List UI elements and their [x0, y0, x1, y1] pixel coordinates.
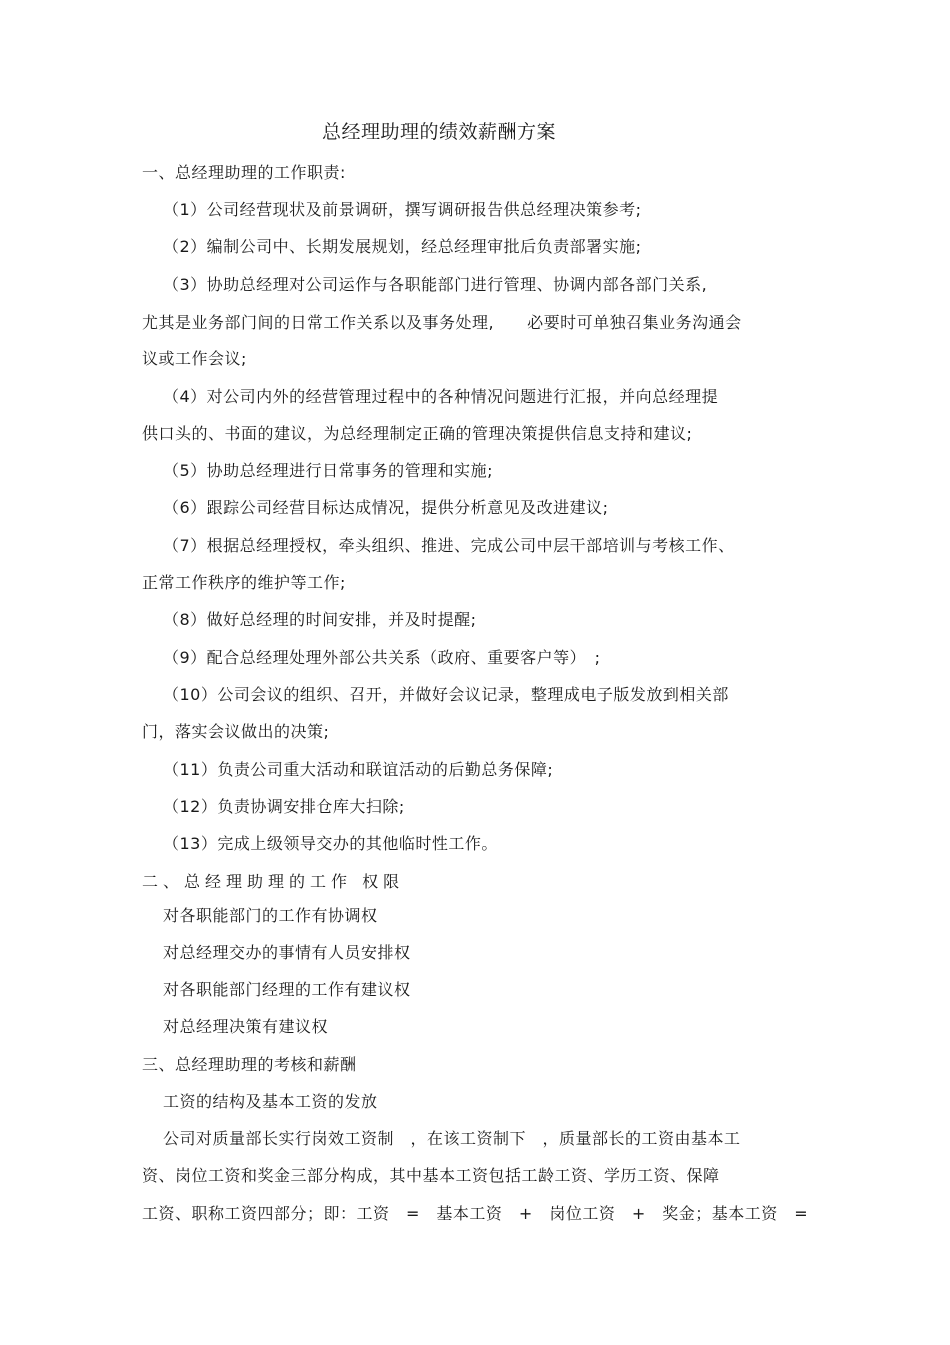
duty-10-cont: 门，落实会议做出的决策;	[142, 722, 330, 741]
duty-4-cont: 供口头的、书面的建议，为总经理制定正确的管理决策提供信息支持和建议;	[142, 424, 693, 443]
document-title: 总经理助理的绩效薪酬方案	[322, 121, 557, 143]
salary-subheading: 工资的结构及基本工资的发放	[163, 1092, 378, 1111]
duty-9: （9）配合总经理处理外部公共关系（政府、重要客户等） ;	[163, 648, 601, 667]
duty-1: （1）公司经营现状及前景调研，撰写调研报告供总经理决策参考;	[163, 200, 642, 219]
section-1-heading: 一、总经理助理的工作职责:	[142, 163, 346, 182]
salary-paragraph-line-2: 资、岗位工资和奖金三部分构成，其中基本工资包括工龄工资、学历工资、保障	[142, 1166, 720, 1185]
duty-10: （10）公司会议的组织、召开，并做好会议记录，整理成电子版发放到相关部	[163, 685, 729, 704]
duty-4: （4）对公司内外的经营管理过程中的各种情况问题进行汇报，并向总经理提	[163, 387, 719, 406]
duty-3-cont-1: 尤其是业务部门间的日常工作关系以及事务处理, 必要时可单独召集业务沟通会	[142, 313, 742, 332]
section-2-heading: 二、总经理助理的工作 权限	[142, 872, 405, 891]
duty-6: （6）跟踪公司经营目标达成情况，提供分析意见及改进建议;	[163, 498, 609, 517]
duty-12: （12）负责协调安排仓库大扫除;	[163, 797, 405, 816]
duty-13: （13）完成上级领导交办的其他临时性工作。	[163, 834, 498, 853]
duty-8: （8）做好总经理的时间安排，并及时提醒;	[163, 610, 477, 629]
duty-7-cont: 正常工作秩序的维护等工作;	[142, 573, 346, 592]
section-3-heading: 三、总经理助理的考核和薪酬	[142, 1055, 357, 1074]
authority-1: 对各职能部门的工作有协调权	[163, 906, 378, 925]
duty-5: （5）协助总经理进行日常事务的管理和实施;	[163, 461, 494, 480]
duty-2: （2）编制公司中、长期发展规划，经总经理审批后负责部署实施;	[163, 237, 642, 256]
authority-2: 对总经理交办的事情有人员安排权	[163, 943, 411, 962]
duty-11: （11）负责公司重大活动和联谊活动的后勤总务保障;	[163, 760, 554, 779]
salary-paragraph-line-1: 公司对质量部长实行岗效工资制 ，在该工资制下 ，质量部长的工资由基本工	[163, 1129, 741, 1148]
duty-7: （7）根据总经理授权，牵头组织、推进、完成公司中层干部培训与考核工作、	[163, 536, 735, 555]
duty-3: （3）协助总经理对公司运作与各职能部门进行管理、协调内部各部门关系,	[163, 275, 708, 294]
duty-3-cont-2: 议或工作会议;	[142, 349, 247, 368]
salary-paragraph-line-3: 工资、职称工资四部分；即：工资 = 基本工资 + 岗位工资 + 奖金；基本工资 =	[142, 1204, 809, 1223]
authority-3: 对各职能部门经理的工作有建议权	[163, 980, 411, 999]
authority-4: 对总经理决策有建议权	[163, 1017, 329, 1036]
